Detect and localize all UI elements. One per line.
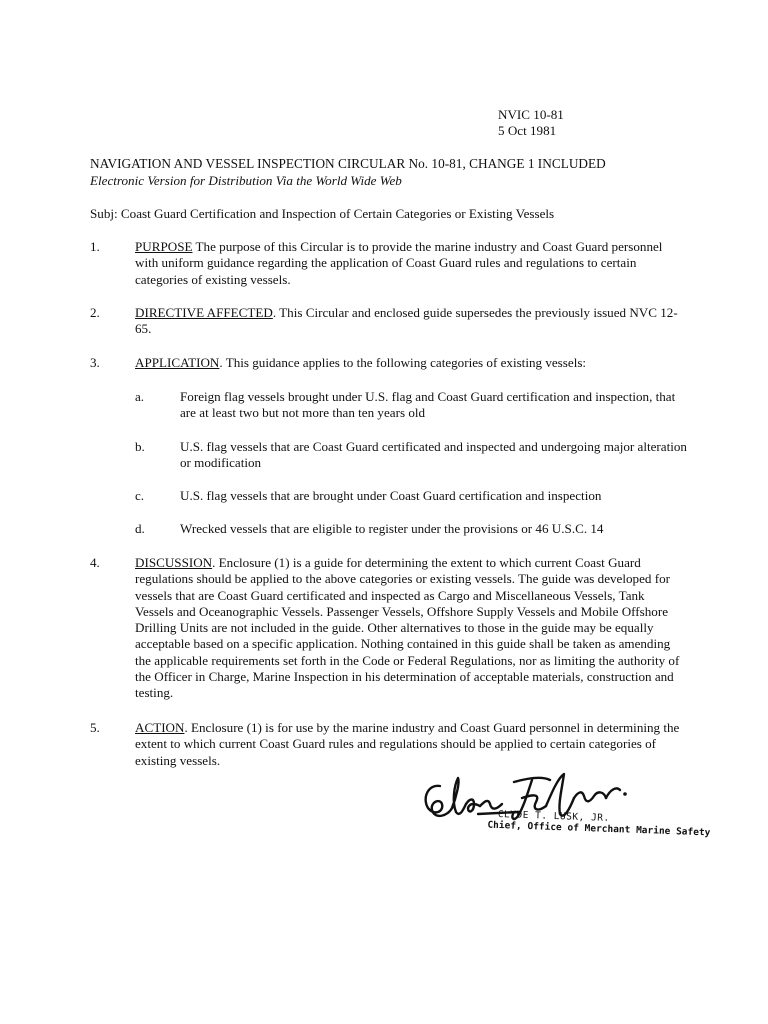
document-header [498, 107, 564, 140]
paragraph-number: 5. [90, 720, 100, 735]
signature-block [418, 768, 711, 848]
paragraph-text [135, 720, 683, 769]
paragraph-body: . Enclosure (1) is a guide for determining the extent to which current Coast Guard regulations should be applied to the above categories or existing vessels. The guide was developed for vessels that are Coast Guard certificated and inspected as Cargo and Miscellaneous Vessels, Tank Vessels and Oceanographic Vessels. Passenger Vessels, Offshore Supply Vessels and Mobile Offshore Drilling Units are not included in the guide. Other alternatives to those in the guide may be equally acceptable based on a specific application. Nothing contained in this guide shall be taken as amending the applicable requirements set forth in the Code or Federal Regulations, nor as limiting the authority of the Officer in Charge, Marine Inspection in his determination of acceptable materials, construction and testing. [135, 555, 680, 701]
subitem-letter: a. [135, 389, 145, 404]
paragraph-text [135, 355, 683, 371]
subitem-letter: c. [135, 488, 145, 503]
paragraph-body: The purpose of this Circular is to provide the marine industry and Coast Guard personnel with uniform guidance regarding the application of Coast Guard rules and regulations to certain categories of existing vessels. [135, 239, 663, 287]
subitem-text: Foreign flag vessels brought under U.S. flag and Coast Guard certification and inspection, that are at least two but not more than ten years old [180, 389, 676, 421]
paragraph-body: . Enclosure (1) is for use by the marine industry and Coast Guard personnel in determining the extent to which current Coast Guard rules and regulations should be applied to certain categories of existing vessels. [135, 720, 680, 768]
paragraph-text [135, 555, 683, 702]
subitem-letter: b. [135, 439, 145, 454]
paragraph-number: 2. [90, 305, 100, 320]
paragraph-heading: APPLICATION [135, 355, 220, 370]
paragraph-heading: DIRECTIVE AFFECTED [135, 305, 273, 320]
signatory-name: CLYDE T. LUSK, JR. [497, 809, 610, 824]
paragraph-heading: ACTION [135, 720, 185, 735]
document-subtitle: Electronic Version for Distribution Via the World Wide Web [90, 173, 402, 188]
paragraph-body: . This guidance applies to the following categories of existing vessels: [219, 355, 587, 370]
subject-line: Subj: Coast Guard Certification and Inspection of Certain Categories or Existing Vessels [90, 206, 555, 221]
document-date: 5 Oct 1981 [498, 123, 557, 139]
paragraph-heading: DISCUSSION [135, 555, 213, 570]
signatory-title: Chief, Office of Merchant Marine Safety [487, 819, 711, 839]
paragraph-text [135, 305, 683, 338]
subitem-text: Wrecked vessels that are eligible to register under the provisions or 46 U.S.C. 14 [180, 521, 604, 536]
paragraph-heading: PURPOSE [135, 239, 193, 254]
paragraph-text [135, 239, 683, 288]
subitem-letter: d. [135, 521, 145, 536]
paragraph-number: 1. [90, 239, 100, 254]
paragraph-number: 3. [90, 355, 100, 370]
paragraph-number: 4. [90, 555, 100, 570]
document-title: NAVIGATION AND VESSEL INSPECTION CIRCULAR No. 10-81, CHANGE 1 INCLUDED [90, 156, 606, 171]
signature-image [418, 768, 658, 848]
subitem-text: U.S. flag vessels that are brought under Coast Guard certification and inspection [180, 488, 602, 503]
subitem-text: U.S. flag vessels that are Coast Guard certificated and inspected and undergoing major alteration or modification [180, 439, 687, 471]
paragraph-body: . This Circular and enclosed guide supersedes the previously issued NVC 12-65. [135, 305, 678, 337]
document-id: NVIC 10-81 [498, 107, 564, 122]
